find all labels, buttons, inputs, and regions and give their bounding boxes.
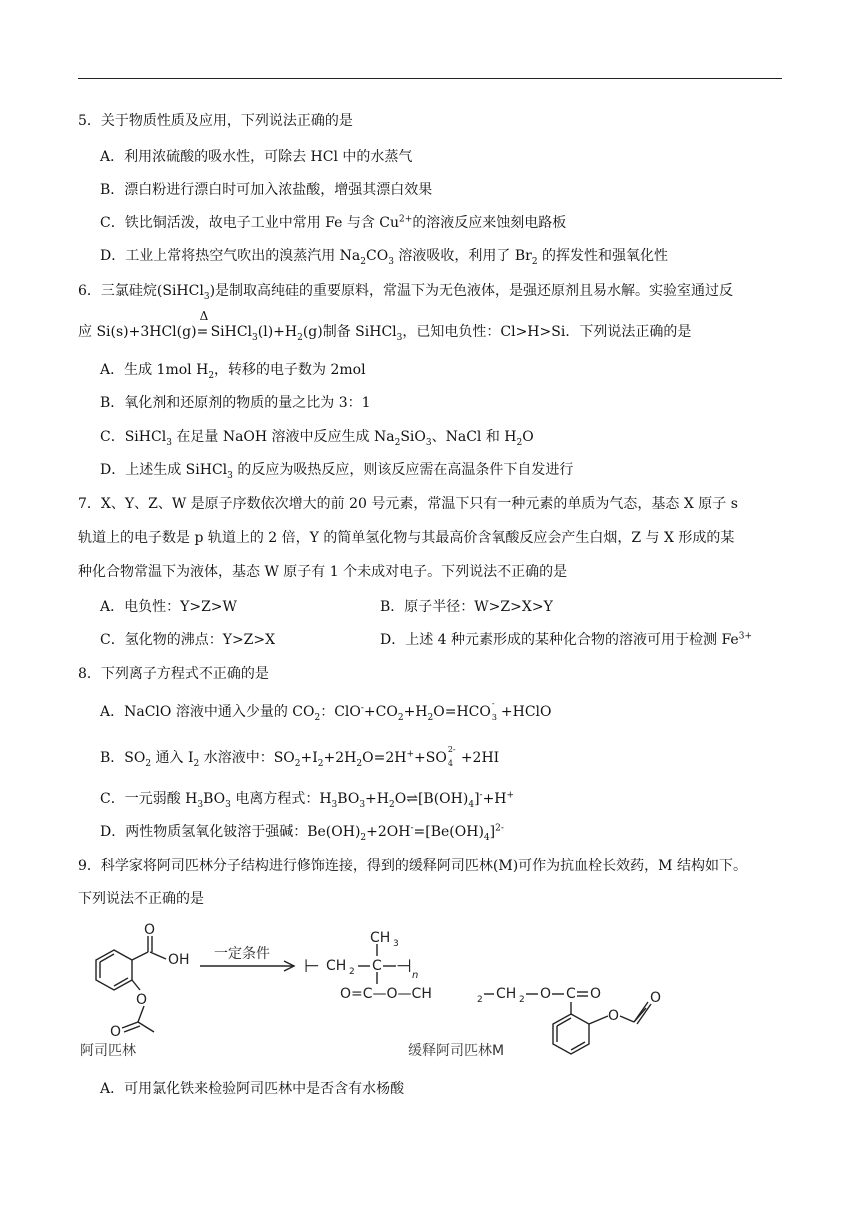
backbone-ch: CH — [326, 958, 347, 974]
m-caption: 缓释阿司匹林M — [408, 1043, 505, 1059]
q6-stem-line2: 应 Si(s)+3HCl(g) Δ = $SiHCl_3(l)+H_2(g)$制备 SiHCl$_3$，已知电负性：Cl>H>Si．下列说法正确的是 — [78, 309, 692, 343]
chain-o: O — [540, 986, 552, 1002]
q6-stem-line1: 6．三氯硅烷(SiHCl$_3$)是制取高纯硅的重要原料，常温下为无色液体，是强还原剂且易水解。实验室通过反 — [78, 283, 734, 302]
aspirin-carbonyl-o: O — [144, 922, 156, 938]
q7-option-d: D．上述 4 种元素形成的某种化合物的溶液可用于检测 $Fe^{3+}$ — [380, 631, 752, 648]
m-benzene-ring-icon — [553, 1014, 589, 1054]
chain-ch-b: CH — [496, 986, 517, 1002]
header-rule — [78, 78, 782, 79]
q7-option-c: C．氢化物的沸点：Y>Z>X — [100, 632, 276, 648]
q5-option-c: C．铁比铜活泼，故电子工业中常用 Fe 与含 $Cu^{2+}$的溶液反应来蚀刻电路板 — [100, 214, 567, 231]
structure-diagram — [78, 922, 718, 1068]
q9-stem-line1: 9．科学家将阿司匹林分子结构进行修饰连接，得到的缓释阿司匹林(M)可作为抗血栓长效药，M 结构如下。 — [78, 858, 747, 874]
methyl-ch: CH — [370, 930, 391, 946]
aspirin-ester-o: O — [136, 992, 148, 1008]
q9-stem-line2: 下列说法不正确的是 — [78, 891, 204, 907]
q7-option-b: B．原子半径：W>Z>X>Y — [380, 599, 553, 615]
q8-option-b: B．$SO_2$ 通入 $I_2$ 水溶液中：$SO_2+I_2+2H_2O=2H^++SO$ 2- 4 +2HI — [100, 745, 500, 769]
q7-stem-line3: 种化合物常温下为液体，基态 W 原子有 1 个未成对电子。下列说法不正确的是 — [78, 564, 568, 580]
degree-n: n — [412, 970, 419, 981]
q5-option-a: A．利用浓硫酸的吸水性，可除去 HCl 中的水蒸气 — [100, 149, 413, 165]
q7-option-a: A．电负性：Y>Z>W — [100, 599, 237, 615]
bracket-right-icon: ⊣ — [396, 956, 412, 977]
q5-option-b: B．漂白粉进行漂白时可加入浓盐酸，增强其漂白效果 — [100, 182, 433, 198]
aspirin-oh: OH — [168, 952, 190, 968]
methyl-sub-3: 3 — [393, 939, 399, 949]
q7-stem-line2: 轨道上的电子数是 p 轨道上的 2 倍，Y 的简单氢化物与其最高价含氧酸反应会产生白烟，Z 与 X 形成的某 — [78, 530, 735, 546]
q6-option-d: D．上述生成 SiHCl$_3$ 的反应为吸热反应，则该反应需在高温条件下自发进行 — [100, 462, 574, 481]
q6-option-c: C．SiHCl$_3$ 在足量 NaOH 溶液中反应生成 $Na_2SiO_3$、NaCl 和 $H_2O$ — [100, 429, 534, 448]
q8-option-d: D．两性物质氢氧化铍溶于强碱：$Be(OH)_2+2OH^-=[Be(OH)_4]^{2-}$ — [100, 823, 504, 843]
equilibrium-arrow: ⇌ — [406, 791, 418, 807]
chain-c: C — [566, 986, 576, 1002]
m-acetyl-o: O — [650, 990, 662, 1006]
reaction-condition: 一定条件 — [214, 946, 270, 962]
backbone-sub-2: 2 — [349, 967, 355, 977]
backbone-c: C — [372, 958, 382, 974]
q7-stem-line1: 7．X、Y、Z、W 是原子序数依次增大的前 20 号元素，常温下只有一种元素的单质为气态，基态 X 原子 s — [78, 496, 738, 512]
ester-chain: O=C—O—CH — [340, 986, 432, 1002]
m-ester-o: O — [608, 1008, 620, 1024]
q8-option-c: C．一元弱酸 $H_3BO_3$ 电离方程式：$H_3BO_3+H_2O\rightleftharpoons[B(OH)_4]^-+H^+$ — [100, 790, 515, 810]
reaction-figure — [78, 922, 718, 1072]
chain-sub-2a: 2 — [477, 995, 483, 1005]
aspirin-benzene-ring-icon — [96, 950, 132, 990]
q6-option-a: A．生成 1mol $H_2$，转移的电子数为 2mol — [100, 362, 366, 381]
heat-condition-equals: Δ = — [196, 309, 209, 340]
aspirin-acetyl-o: O — [110, 1024, 122, 1040]
chain-carbonyl-o: O — [590, 986, 602, 1002]
q9-option-a: A．可用氯化铁来检验阿司匹林中是否含有水杨酸 — [100, 1081, 405, 1097]
q5-stem: 5．关于物质性质及应用，下列说法正确的是 — [78, 113, 353, 129]
q8-stem: 8．下列离子方程式不正确的是 — [78, 666, 269, 682]
q5-option-d: D．工业上常将热空气吹出的溴蒸汽用 $Na_2CO_3$ 溶液吸收，利用了 $Br_2$ 的挥发性和强氧化性 — [100, 248, 669, 267]
chain-sub-2b: 2 — [519, 995, 525, 1005]
q8-option-a: A．NaClO 溶液中通入少量的 $CO_2$：$ClO^-+CO_2+H_2O=HCO$ - 3 +HClO — [100, 699, 552, 723]
q6-option-b: B．氧化剂和还原剂的物质的量之比为 3：1 — [100, 395, 371, 411]
bracket-left-icon: ⊢ — [304, 956, 320, 977]
aspirin-caption: 阿司匹林 — [80, 1043, 136, 1059]
